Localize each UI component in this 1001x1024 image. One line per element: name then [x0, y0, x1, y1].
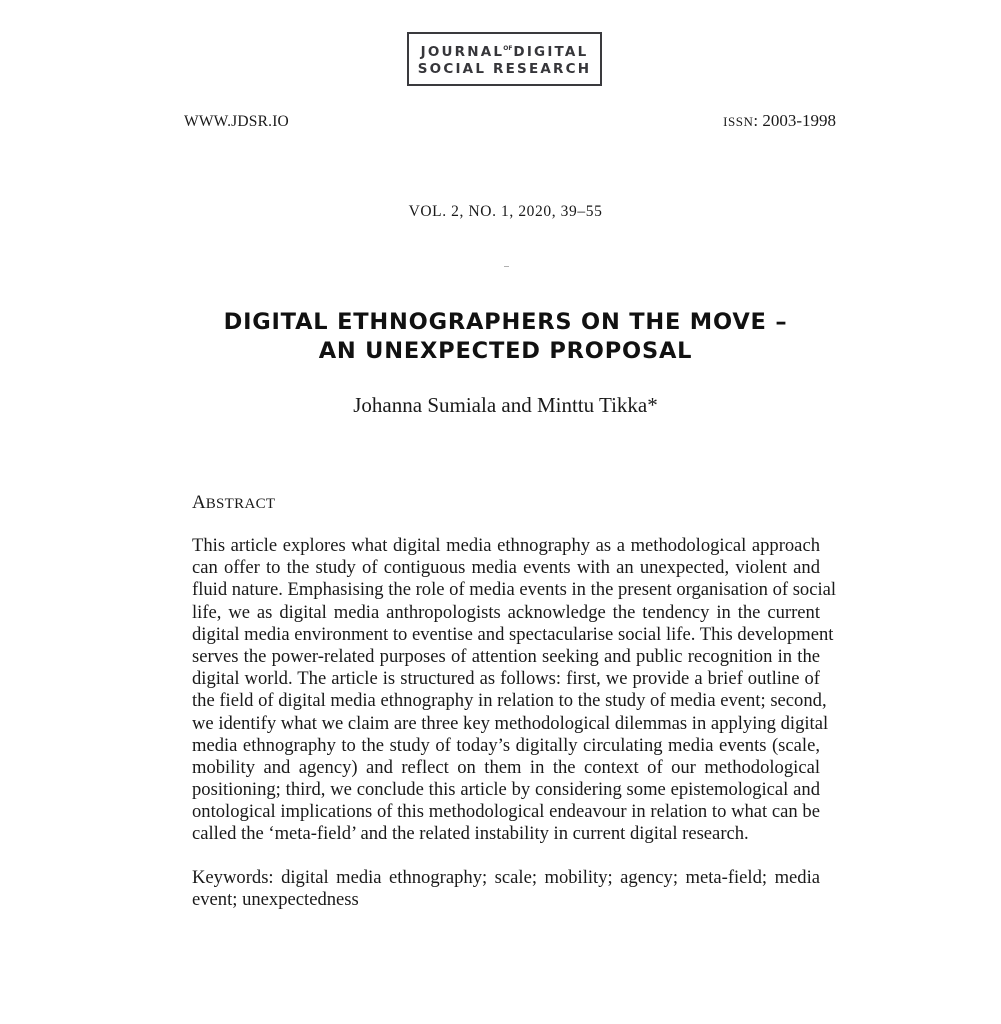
journal-website: WWW.JDSR.IO — [184, 113, 289, 130]
abstract-line: mobility and agency) and reflect on them in the context of our methodological — [192, 756, 820, 778]
keywords-line: event; unexpectedness — [192, 889, 359, 911]
abstract-heading — [192, 492, 275, 514]
abstract-line: life, we as digital media anthropologists acknowledge the tendency in the current — [192, 601, 820, 623]
abstract-line: fluid nature. Emphasising the role of media events in the present organisation of social — [192, 579, 837, 601]
article-authors: Johanna Sumiala and Minttu Tikka* — [353, 393, 658, 417]
volume-info: VOL. 2, NO. 1, 2020, 39–55 — [408, 203, 603, 220]
issn-label: ISSN — [723, 114, 754, 129]
title-line-1: DIGITAL ETHNOGRAPHERS ON THE MOVE – — [223, 309, 788, 335]
logo-word-of: OF — [503, 45, 513, 52]
abstract-line: called the ‘meta-field’ and the related instability in current digital research. — [192, 823, 749, 845]
logo-word-digital: DIGITAL — [513, 44, 589, 60]
abstract-line: positioning; third, we conclude this article by considering some epistemological and — [192, 779, 820, 801]
logo-word-journal: JOURNAL — [420, 44, 505, 60]
keywords — [192, 867, 820, 911]
abstract-line: digital world. The article is structured as follows: first, we provide a brief outline of — [192, 668, 820, 690]
abstract-line: ontological implications of this methodological endeavour in relation to what can be — [192, 801, 820, 823]
abstract-body — [192, 535, 837, 846]
title-line-2: AN UNEXPECTED PROPOSAL — [318, 338, 693, 364]
keywords-line: Keywords: digital media ethnography; scale; mobility; agency; meta-field; media — [192, 867, 820, 888]
abstract-line: we identify what we claim are three key methodological dilemmas in applying digital — [192, 712, 829, 734]
logo-line-1 — [421, 40, 589, 61]
abstract-line: the field of digital media ethnography in relation to the study of media event; second, — [192, 690, 827, 712]
issn — [723, 111, 836, 131]
abstract-line: media ethnography to the study of today’s digitally circulating media events (scale, — [192, 734, 820, 756]
abstract-line: digital media environment to eventise and spectacularise social life. This development — [192, 623, 834, 645]
logo-line-2: SOCIAL RESEARCH — [417, 61, 592, 77]
abstract-heading-rest: BSTRACT — [205, 496, 276, 512]
abstract-line: can offer to the study of contiguous media events with an unexpected, violent and — [192, 557, 820, 579]
issn-value: : 2003-1998 — [753, 111, 836, 130]
abstract-line: This article explores what digital media ethnography as a methodological approach — [192, 535, 820, 556]
abstract-heading-initial: A — [192, 492, 206, 513]
journal-logo — [407, 32, 602, 86]
article-title — [0, 308, 1001, 366]
abstract-line: serves the power-related purposes of attention seeking and public recognition in the — [192, 645, 820, 667]
divider-mark — [504, 266, 509, 267]
